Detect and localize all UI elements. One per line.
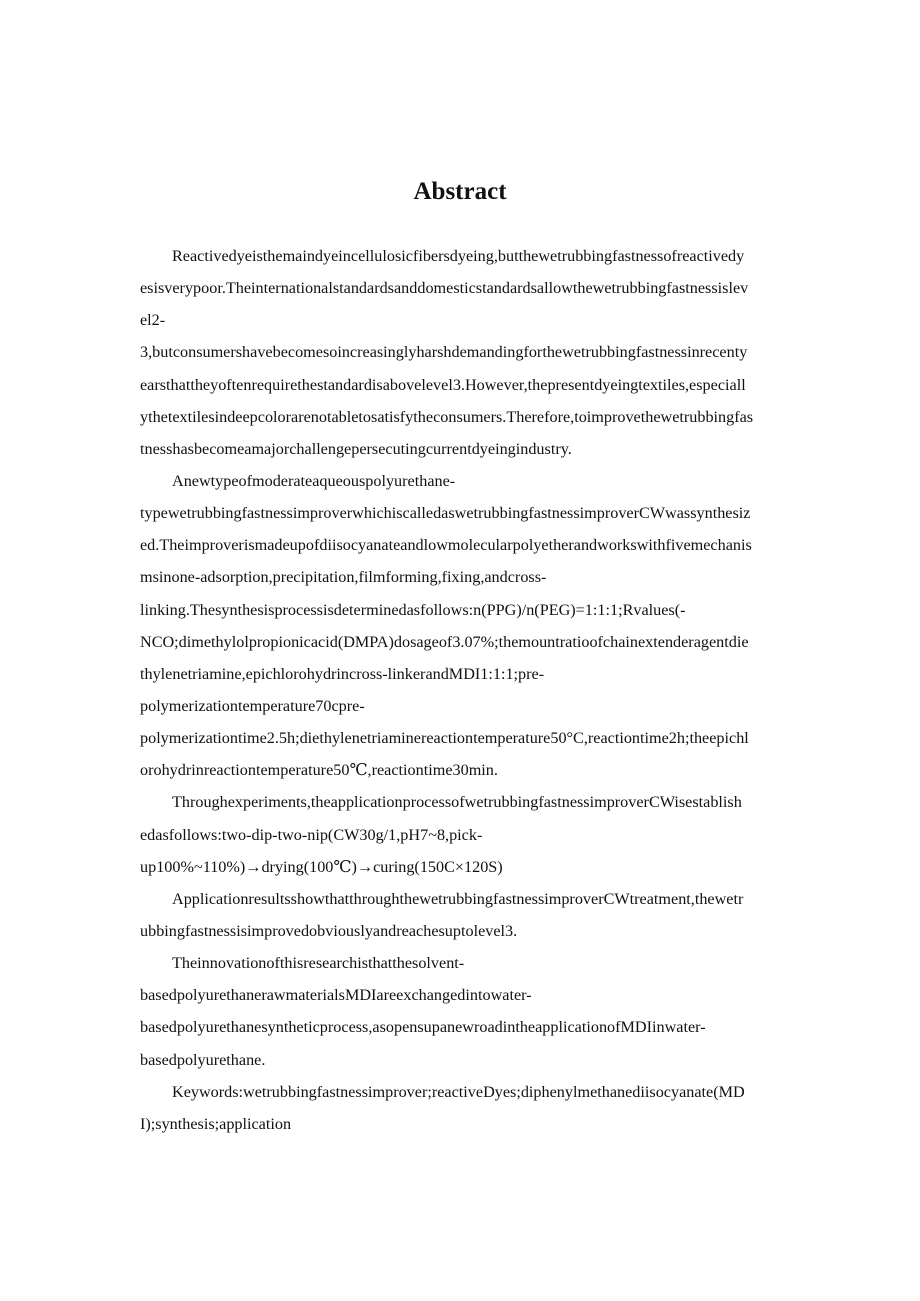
text-line: basedpolyurethanesyntheticprocess,asopensupanewroadintheapplicationofMDIinwater-	[140, 1018, 706, 1037]
text-line: edasfollows:two-dip-two-nip(CW30g/1,pH7~8,pick-	[140, 825, 483, 844]
text-line: linking.Thesynthesisprocessisdeterminedasfollows:n(PPG)/n(PEG)=1:1:1;Rvalues(-	[140, 600, 686, 619]
text-line: el2-	[140, 311, 166, 330]
text-line: basedpolyurethane.	[140, 1050, 266, 1069]
text-line: ythetextilesindeepcolorarenotabletosatisfytheconsumers.Therefore,toimprovethewetrubbingfas	[140, 407, 754, 426]
text-line: basedpolyurethanerawmaterialsMDIareexchangedintowater-	[140, 986, 532, 1005]
text-line: 3,butconsumershavebecomesoincreasinglyharshdemandingforthewetrubbingfastnessinrecenty	[140, 343, 748, 362]
text-line: esisverypoor.Theinternationalstandardsanddomesticstandardsallowthewetrubbingfastnessislev	[140, 279, 749, 298]
text-line: I);synthesis;application	[140, 1114, 292, 1133]
text-line: ubbingfastnessisimprovedobviouslyandreachesuptolevel3.	[140, 921, 518, 940]
text-line: Throughexperiments,theapplicationprocessofwetrubbingfastnessimproverCWisestablish	[172, 793, 742, 812]
text-line: msinone-adsorption,precipitation,filmforming,fixing,andcross-	[140, 568, 547, 587]
text-line: polymerizationtime2.5h;diethylenetriaminereactiontemperature50°C,reactiontime2h;theepichl	[140, 729, 749, 748]
text-line: polymerizationtemperature70cpre-	[140, 696, 365, 715]
text-line: earsthattheyoftenrequirethestandardisabovelevel3.However,thepresentdyeingtextiles,especiall	[140, 375, 746, 394]
text-line: typewetrubbingfastnessimproverwhichiscalledaswetrubbingfastnessimproverCWwassynthesiz	[140, 504, 751, 523]
text-line: thylenetriamine,epichlorohydrincross-linkerandMDI1:1:1;pre-	[140, 664, 545, 683]
text-line: tnesshasbecomeamajorchallengepersecutingcurrentdyeingindustry.	[140, 439, 572, 458]
text-line: Keywords:wetrubbingfastnessimprover;reactiveDyes;diphenylmethanediisocyanate(MD	[172, 1082, 745, 1101]
text-line: NCO;dimethylolpropionicacid(DMPA)dosageof3.07%;themountratioofchainextenderagentdie	[140, 632, 749, 651]
text-line: Reactivedyeisthemaindyeincellulosicfibersdyeing,butthewetrubbingfastnessofreactivedy	[172, 247, 745, 265]
abstract-body	[140, 240, 822, 1140]
page-title: Abstract	[413, 178, 507, 205]
text-line: ed.Theimproverismadeupofdiisocyanateandlowmolecularpolyetherandworkswithfivemechanis	[140, 536, 752, 555]
text-line: orohydrinreactiontemperature50℃,reactiontime30min.	[140, 761, 498, 780]
text-line: up100%~110%)→drying(100℃)→curing(150C×120S)	[140, 857, 503, 876]
text-line: ApplicationresultsshowthatthroughthewetrubbingfastnessimproverCWtreatment,thewetr	[172, 889, 744, 908]
text-line: Anewtypeofmoderateaqueouspolyurethane-	[172, 471, 456, 490]
text-line: Theinnovationofthisresearchisthatthesolvent-	[172, 954, 465, 973]
